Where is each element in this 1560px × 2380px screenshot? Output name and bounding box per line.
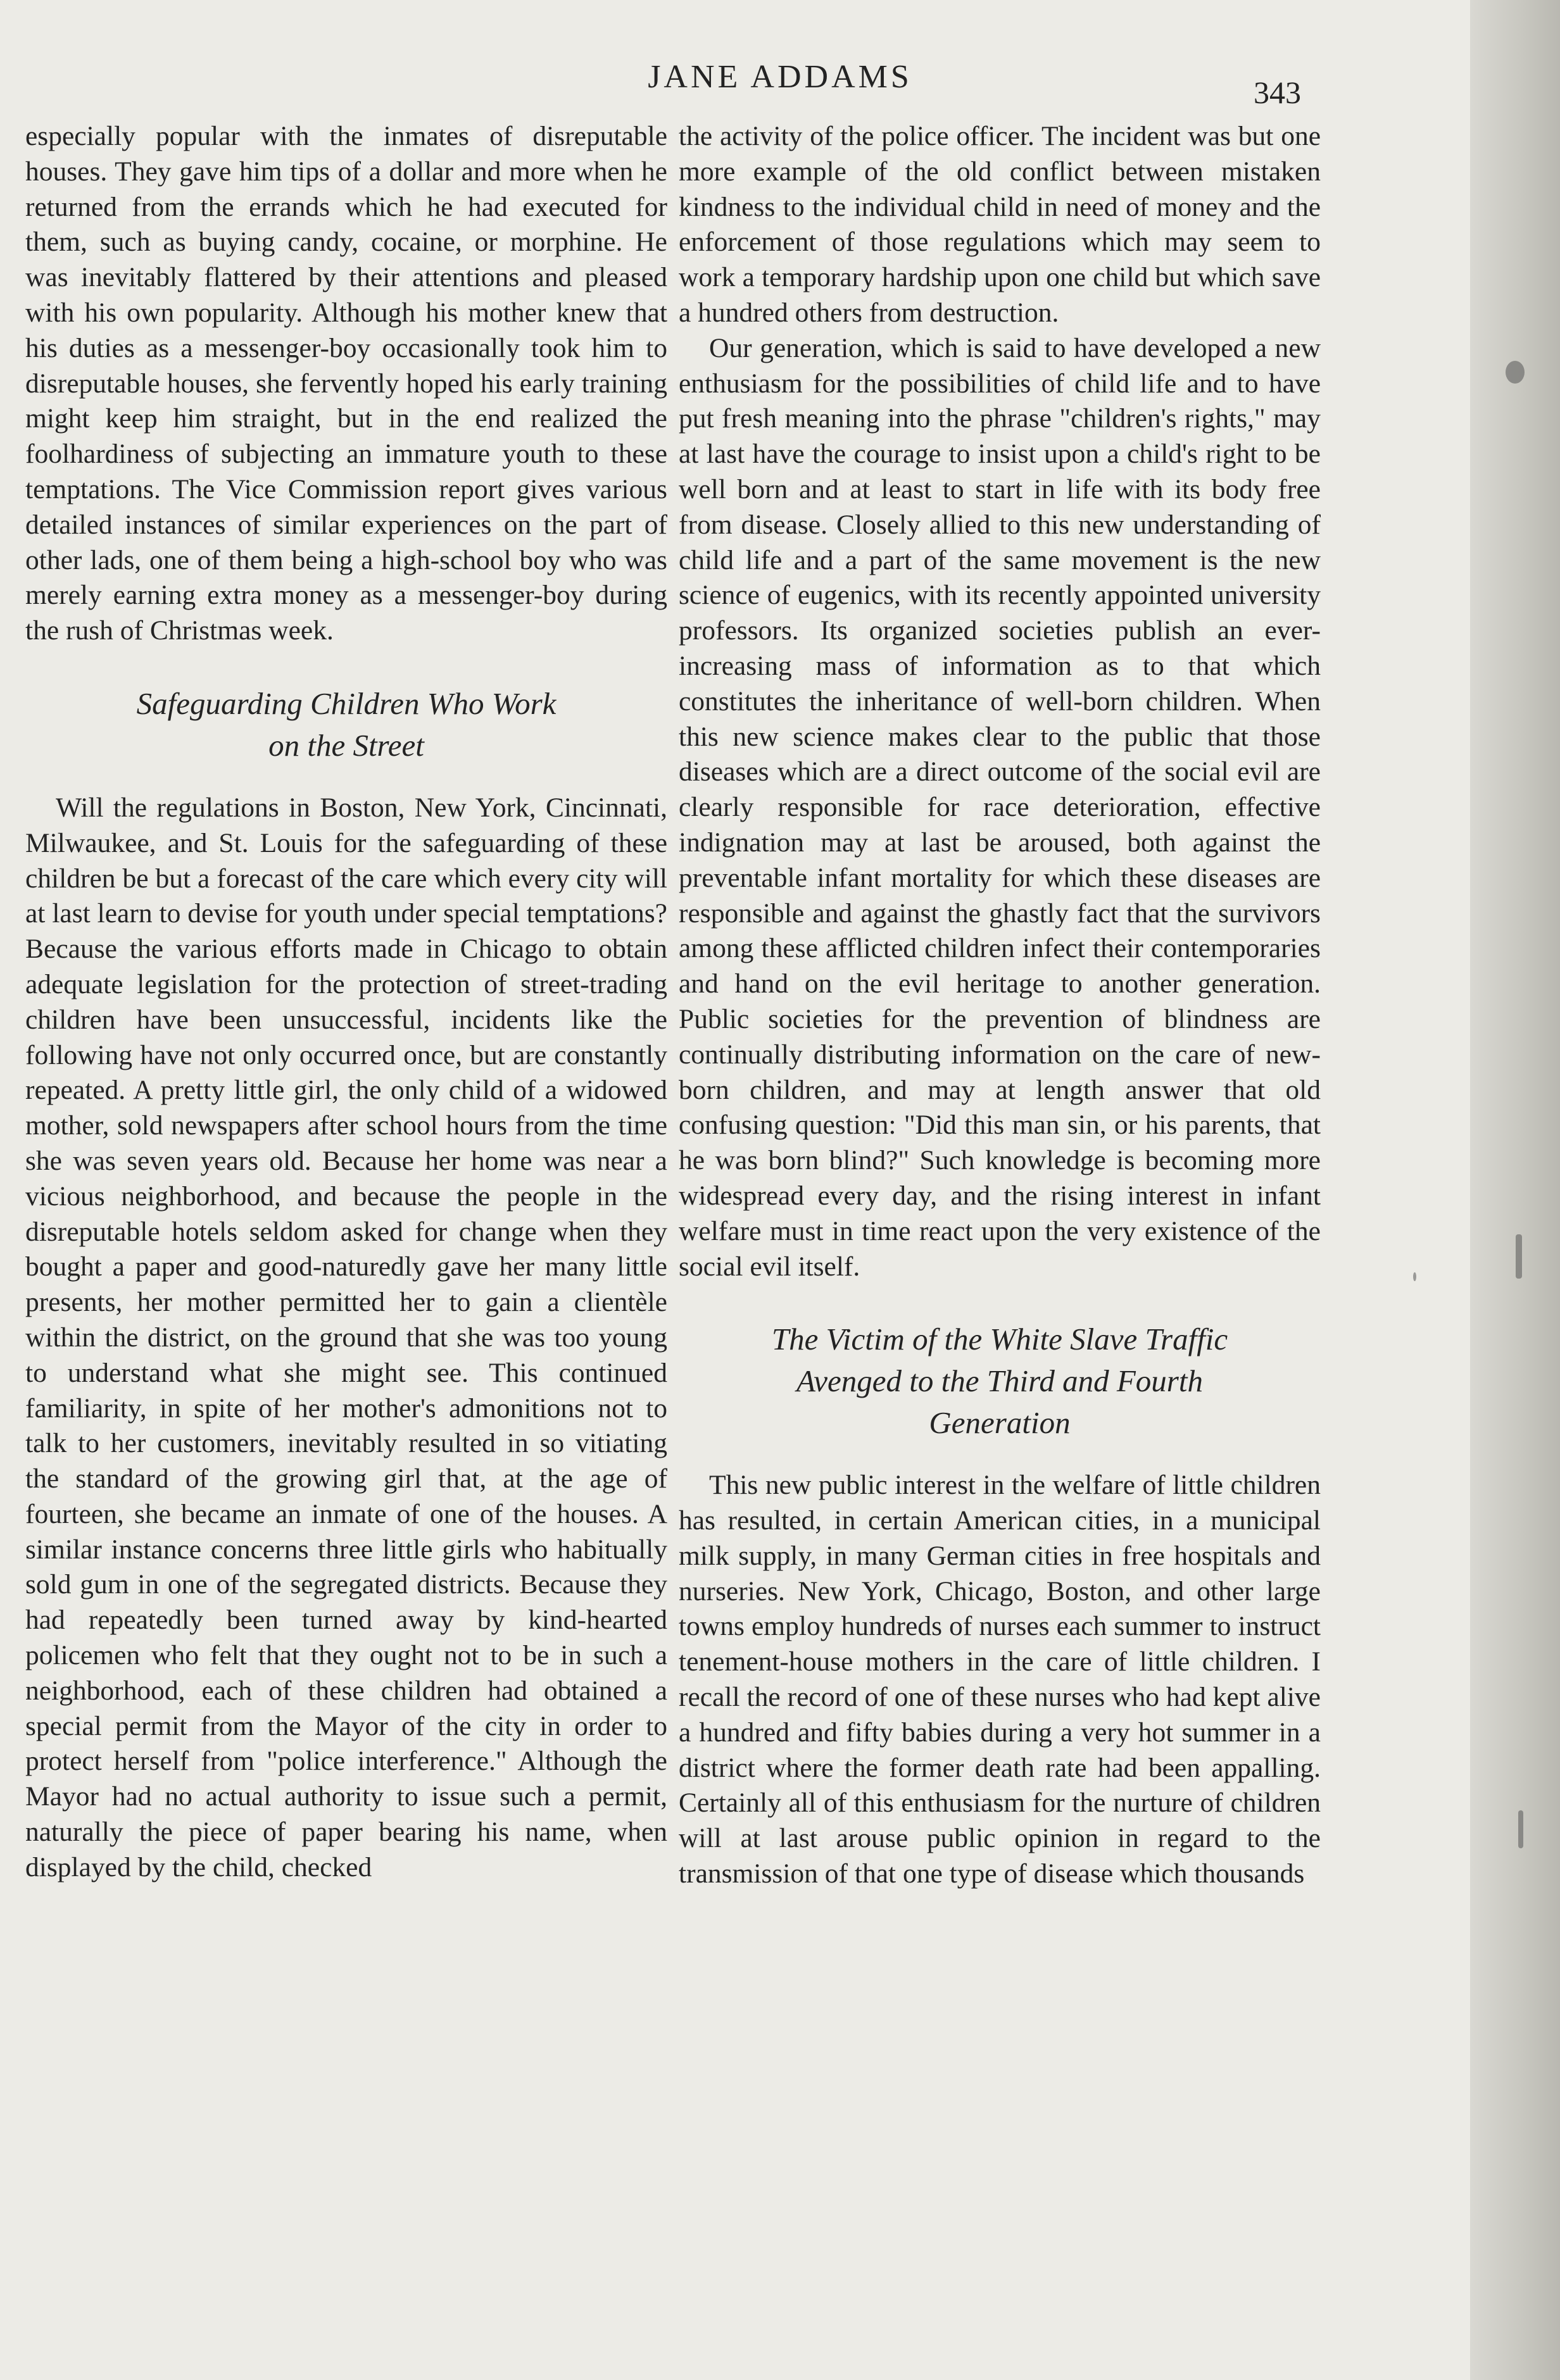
left-paragraph-1: especially popular with the inmates of disreputable houses. They gave him tips of a dollar and more when he returned from the errands which he had executed for them, such as buying candy, cocaine, or morphine. He was inevitably flattered by their attentions and pleased with his own popularity. Although his mother knew that his duties as a messenger-boy occasionally took him to disreputable houses, she fervently hoped his early training might keep him straight, but in the end realized the foolhardiness of subjecting an immature youth to these temptations. The Vice Commission report gives various detailed instances of similar experiences on the part of other lads, one of them being a high-school boy who was merely earning extra money as a messenger-boy during the rush of Christmas week. (25, 121, 667, 646)
page-edge-shadow (1470, 0, 1560, 2380)
section-heading-victim-line-3: Generation (929, 1405, 1071, 1441)
right-paragraph-2: Our generation, which is said to have developed a new enthusiasm for the possibilities of child life and to have put fresh meaning into the phrase "children's rights," may at last have the courage to insist upon a child's right to be well born and at least to start in life with its body free from disease. Closely allied to this new understanding of child life and a part of the same movement is the new science of eugenics, with its recently appointed university professors. Its organized societies publish an ever-increasing mass of information as to that which constitutes the inheritance of well-born children. When this new science makes clear to the public that those diseases which are a direct outcome of the social evil are clearly responsible for race deterioration, effective indignation may at last be aroused, both against the preventable infant mortality for which these diseases are responsible and against the ghastly fact that the survivors among these afflicted children infect their contemporaries and hand on the evil heritage to another generation. Public societies for the prevention of blindness are continually distributing information on the care of new-born children, and may at length answer that old confusing question: "Did this man sin, or his parents, that he was born blind?" Such knowledge is becoming more widespread every day, and the rising interest in infant welfare must in time react upon the very existence of the social evil itself. (679, 332, 1321, 1282)
running-title: JANE ADDAMS (648, 59, 912, 95)
right-column (679, 119, 1321, 1892)
scan-speck (1516, 1234, 1522, 1279)
section-heading-victim-line-2: Avenged to the Third and Fourth (796, 1363, 1203, 1399)
left-paragraph-2: Will the regulations in Boston, New York, Cincinnati, Milwaukee, and St. Louis for the safeguarding of these children be but a forecast of the care which every city will at last learn to devise for youth under special temptations? Because the various efforts made in Chicago to obtain adequate legislation for the protection of street-trading children have been unsuccessful, incidents like the following have not only occurred once, but are constantly repeated. A pretty little girl, the only child of a widowed mother, sold newspapers after school hours from the time she was seven years old. Because her home was near a vicious neighborhood, and because the people in the disreputable hotels seldom asked for change when they bought a paper and good-naturedly gave her many little presents, her mother permitted her to gain a clientèle within the district, on the ground that she was too young to understand what she might see. This continued familiarity, in spite of her mother's admonitions not to talk to her customers, inevitably resulted in so vitiating the standard of the growing girl that, at the age of fourteen, she became an inmate of one of the houses. A similar instance concerns three little girls who habitually sold gum in one of the segregated districts. Because they had repeatedly been turned away by kind-hearted policemen who felt that they ought not to be in such a neighborhood, each of these children had obtained a special permit from the Mayor of the city in order to protect herself from "police interference." Although the Mayor had no actual authority to issue such a permit, naturally the piece of paper bearing his name, when displayed by the child, checked (25, 792, 667, 1882)
left-column (25, 119, 667, 1886)
section-heading-victim-line-1: The Victim of the White Slave Traffic (771, 1322, 1228, 1357)
right-paragraph-3: This new public interest in the welfare of little children has resulted, in certain American cities, in a municipal milk supply, in many German cities in free hospitals and nurseries. New York, Chicago, Boston, and other large towns employ hundreds of nurses each summer to instruct tenement-house mothers in the care of little children. I recall the record of one of these nurses who had kept alive a hundred and fifty babies during a very hot summer in a district where the former death rate had been appalling. Certainly all of this enthusiasm for the nurture of children will at last arouse public opinion in regard to the transmission of that one type of disease which thousands (679, 1470, 1321, 1889)
scan-speck (1413, 1272, 1416, 1281)
page-number: 343 (1254, 75, 1301, 110)
scan-speck (1506, 361, 1525, 384)
section-heading-safeguarding-line-2: on the Street (268, 727, 424, 763)
scan-speck (1518, 1810, 1523, 1848)
right-paragraph-1: the activity of the police officer. The incident was but one more example of the old conflict between mistaken kindness to the individual child in need of money and the enforcement of those regulations which may seem to work a temporary hardship upon one child but which save a hundred others from destruction. (679, 121, 1321, 328)
section-heading-safeguarding-line-1: Safeguarding Children Who Work (136, 686, 557, 721)
